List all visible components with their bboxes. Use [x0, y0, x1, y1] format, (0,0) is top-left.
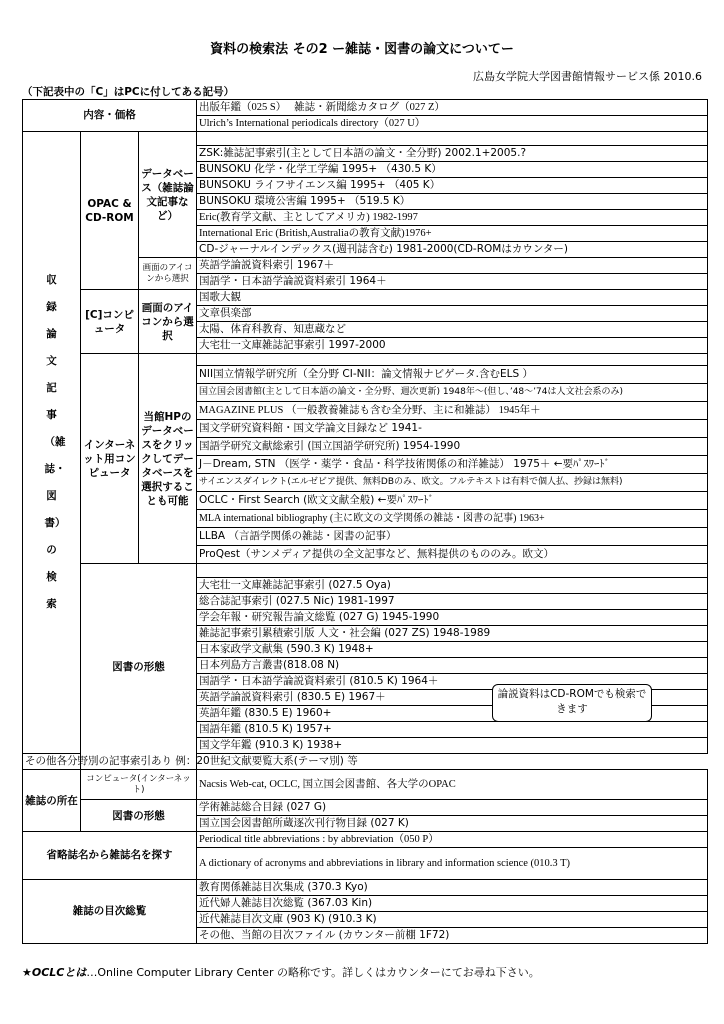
toc-row: 近代婦人雑誌目次総覧 (367.03 Kin)	[197, 896, 708, 912]
table-note: （下記表中の「C」はPCに付してある記号）	[22, 86, 235, 98]
pc-sub-label: 画面のアイコンから選択	[139, 290, 197, 354]
abbrev-row: A dictionary of acronyms and abbreviations in library and information science (010.3 T)	[197, 848, 708, 880]
internet-row: NII国立情報学研究所（全分野 CI-NII：論文情報ナビゲータ.含むELS ）	[197, 366, 708, 384]
abbrev-row: Periodical title abbreviations : by abbreviation（050 P）	[197, 832, 708, 848]
opac-db-row: BUNSOKU 化学・化学工学編 1995+ （430.5 K）	[197, 162, 708, 178]
location-pc-value: Nacsis Web-cat, OCLC, 国立国会図書館、各大学のOPAC	[197, 770, 708, 800]
location-book-label: 図書の形態	[81, 800, 197, 832]
opac-db-label: データベース（雑誌論文記事など）	[139, 132, 197, 258]
location-book-row: 学術雑誌総合目録 (027 G)	[197, 800, 708, 816]
internet-label: インターネット用コンピュータ	[81, 354, 139, 564]
books-row: その他各分野別の記事索引あり 例：20世紀文献要覧大系(テーマ別) 等	[23, 754, 81, 770]
toc-row: 近代雑誌目次文庫 (903 K) (910.3 K)	[197, 912, 708, 928]
location-label: 雑誌の所在	[23, 770, 81, 832]
internet-row: LLBA （言語学関係の雑誌・図書の記事）	[197, 528, 708, 546]
internet-row: ProQest（サンメディア提供の全文記事など、無料提供のもののみ。欧文）	[197, 546, 708, 564]
opac-icon-row: 国語学・日本語学論説資料索引 1964＋	[197, 274, 708, 290]
content-price-label: 内容・価格	[23, 100, 197, 132]
opac-icon-label: 画面のアイコンから選択	[139, 258, 197, 290]
books-row: 英語年鑑 (830.5 E) 1960+	[197, 706, 708, 722]
cdrom-callout: 論説資料はCD-ROMでも検索できます	[492, 684, 652, 722]
books-row: 国文学年鑑 (910.3 K) 1938+	[197, 738, 708, 754]
books-label: 図書の形態	[81, 564, 197, 770]
content-price-row: Ulrich’s International periodicals directory（027 U）	[197, 116, 708, 132]
internet-row: OCLC・First Search (欧文文献全般) ←要ﾊﾟｽﾜｰﾄﾞ	[197, 492, 708, 510]
books-row: 国語学・日本語学論説資料索引 (810.5 K) 1964＋	[197, 674, 708, 690]
books-row: 大宅壮一文庫雑誌記事索引 (027.5 Oya)	[197, 578, 708, 594]
opac-db-row: BUNSOKU ライフサイエンス編 1995+ （405 K）	[197, 178, 708, 194]
footer-note	[22, 964, 540, 980]
abbrev-label: 省略誌名から雑誌名を探す	[23, 832, 197, 880]
organization: 広島女学院大学図書館情報サービス係 2010.6	[473, 70, 702, 83]
pc-row: 文章倶楽部	[197, 306, 708, 322]
toc-row: その他、当館の目次ファイル (カウンター前棚 1F72)	[197, 928, 708, 944]
content-price-row: 出版年鑑（025 S） 雑誌・新聞総カタログ（027 Z）	[197, 100, 708, 116]
opac-db-row: BUNSOKU 環境公害編 1995+ （519.5 K）	[197, 194, 708, 210]
books-row: 日本家政学文献集 (590.3 K) 1948+	[197, 642, 708, 658]
footer-label: ★OCLCとは	[22, 966, 87, 979]
page-title: 資料の検索法 その2 ー雑誌・図書の論文についてー	[210, 42, 514, 57]
books-row: 日本列島方言叢書(818.08 N)	[197, 658, 708, 674]
books-row: 学会年報・研究報告論文総覧 (027 G) 1945-1990	[197, 610, 708, 626]
opac-label: OPAC & CD-ROM	[81, 132, 139, 290]
reference-table	[22, 99, 708, 944]
internet-row: 国語学研究文献総索引 (国立国語学研究所) 1954-1990	[197, 438, 708, 456]
internet-row: MLA international bibliography (主に欧文の文学関係の雑誌・図書の記事) 1963+	[197, 510, 708, 528]
books-row: 総合誌記事索引 (027.5 Nic) 1981-1997	[197, 594, 708, 610]
internet-row: MAGAZINE PLUS （一般教養雑誌も含む全分野、主に和雑誌） 1945年＋	[197, 402, 708, 420]
internet-row: サイエンスダイレクト(エルゼビア提供、無料DBのみ、欧文。フルテキストは有料で個人払、抄録は無料)	[197, 474, 708, 492]
opac-db-row: ZSK:雑誌記事索引(主として日本語の論文・全分野) 2002.1+2005.?	[197, 146, 708, 162]
opac-db-row: International Eric (British,Australiaの教育文献)1976+	[197, 226, 708, 242]
internet-row: J－Dream, STN （医学・薬学・食品・科学技術関係の和洋雑誌） 1975＋ ←要ﾊﾟｽﾜｰﾄﾞ	[197, 456, 708, 474]
books-row: 雑誌記事索引累積索引版 人文・社会編 (027 ZS) 1948-1989	[197, 626, 708, 642]
pc-row: 太陽、体育科教育、知恵蔵など	[197, 322, 708, 338]
internet-row: 国文学研究資料館・国文学論文目録など 1941-	[197, 420, 708, 438]
toc-row: 教育関係雑誌目次集成 (370.3 Kyo)	[197, 880, 708, 896]
pc-row: 大宅壮一文庫雑誌記事索引 1997-2000	[197, 338, 708, 354]
section-label: 収録論文記事（雑誌・図書）の検索	[23, 132, 81, 754]
location-book-row: 国立国会図書館所蔵逐次刊行物目録 (027 K)	[197, 816, 708, 832]
opac-db-row: CD-ジャーナルインデックス(週刊誌含む) 1981-2000(CD-ROMはカウンター)	[197, 242, 708, 258]
footer-text: …Online Computer Library Center の略称です。詳しくはカウンターにてお尋ね下さい。	[86, 966, 540, 979]
pc-row: 国歌大観	[197, 290, 708, 306]
opac-icon-row: 英語学論説資料索引 1967＋	[197, 258, 708, 274]
internet-row: 国立国会図書館(主として日本語の論文・全分野、週次更新) 1948年〜(但し、’48〜’74は人文社会系のみ)	[197, 384, 708, 402]
books-row: 英語学論説資料索引 (830.5 E) 1967＋	[197, 690, 708, 706]
pc-label: [C]コンピュータ	[81, 290, 139, 354]
internet-sub-label: 当館HPのデータベースをクリックしてデータベースを選択することも可能	[139, 354, 197, 564]
toc-label: 雑誌の目次総覧	[23, 880, 197, 944]
location-pc-label: コンピュータ(インターネット)	[81, 770, 197, 800]
opac-db-row: Eric(教育学文献、主としてアメリカ) 1982-1997	[197, 210, 708, 226]
books-row: 国語年鑑 (810.5 K) 1957+	[197, 722, 708, 738]
